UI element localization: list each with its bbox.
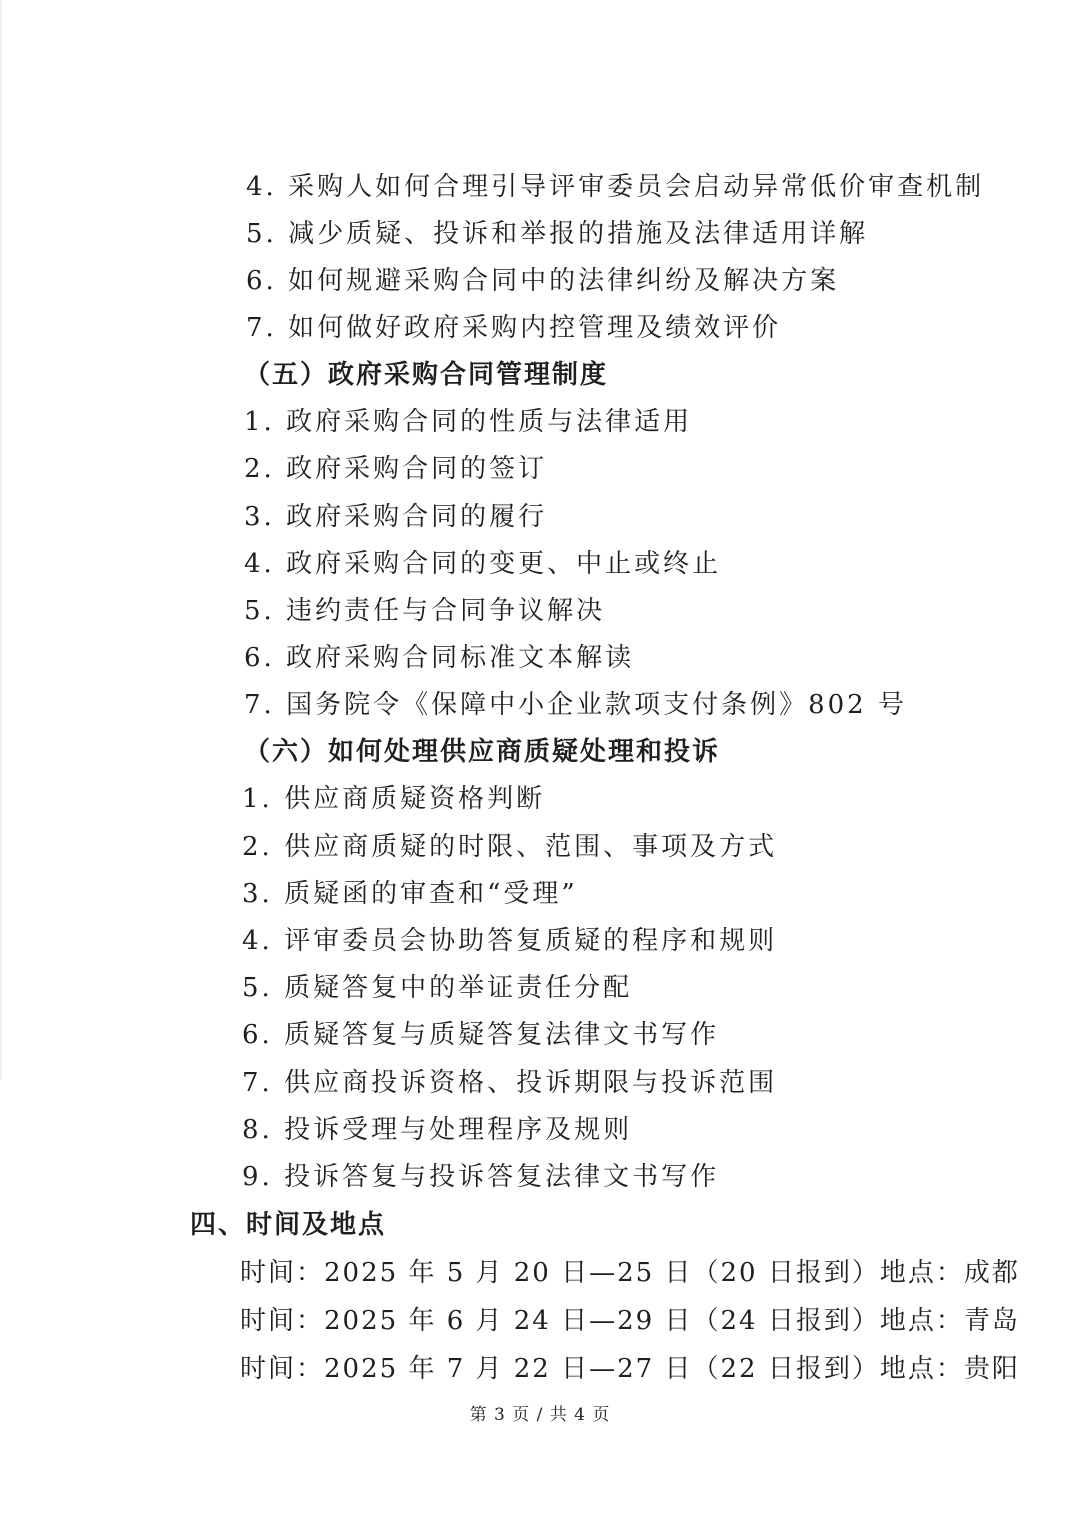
list-item: 4. 政府采购合同的变更、中止或终止 xyxy=(244,549,722,579)
list-item: 5. 减少质疑、投诉和举报的措施及法律适用详解 xyxy=(246,219,869,249)
list-item: 1. 政府采购合同的性质与法律适用 xyxy=(244,407,693,437)
list-item: 6. 质疑答复与质疑答复法律文书写作 xyxy=(242,1020,720,1050)
session-line: 时间：2025 年 6 月 24 日—29 日（24 日报到）地点：青岛 xyxy=(240,1306,1020,1336)
list-item: 3. 质疑函的审查和“受理” xyxy=(242,879,578,909)
list-item: 3. 政府采购合同的履行 xyxy=(244,502,548,532)
section-heading-supplier-complaints: （六）如何处理供应商质疑处理和投诉 xyxy=(244,737,721,767)
list-item: 7. 国务院令《保障中小企业款项支付条例》802 号 xyxy=(244,690,907,720)
list-item: 6. 如何规避采购合同中的法律纠纷及解决方案 xyxy=(246,266,840,296)
scan-edge-shadow xyxy=(0,0,3,1080)
list-item: 7. 如何做好政府采购内控管理及绩效评价 xyxy=(246,313,782,343)
session-line: 时间：2025 年 7 月 22 日—27 日（22 日报到）地点：贵阳 xyxy=(240,1354,1020,1384)
list-item: 5. 违约责任与合同争议解决 xyxy=(244,596,606,626)
list-item: 8. 投诉受理与处理程序及规则 xyxy=(242,1115,633,1145)
list-item: 2. 政府采购合同的签订 xyxy=(244,454,548,484)
section-heading-time-and-place: 四、时间及地点 xyxy=(190,1210,387,1240)
list-item: 9. 投诉答复与投诉答复法律文书写作 xyxy=(242,1162,720,1192)
list-item: 7. 供应商投诉资格、投诉期限与投诉范围 xyxy=(242,1068,778,1098)
list-item: 4. 采购人如何合理引导评审委员会启动异常低价审查机制 xyxy=(246,172,985,202)
list-item: 2. 供应商质疑的时限、范围、事项及方式 xyxy=(242,832,778,862)
list-item: 4. 评审委员会协助答复质疑的程序和规则 xyxy=(242,926,778,956)
list-item: 1. 供应商质疑资格判断 xyxy=(242,784,546,814)
section-heading-contract-management: （五）政府采购合同管理制度 xyxy=(244,360,609,390)
list-item: 6. 政府采购合同标准文本解读 xyxy=(244,643,635,673)
list-item: 5. 质疑答复中的举证责任分配 xyxy=(242,973,633,1003)
page-number-footer: 第 3 页 / 共 4 页 xyxy=(469,1405,611,1425)
session-line: 时间：2025 年 5 月 20 日—25 日（20 日报到）地点：成都 xyxy=(240,1258,1020,1288)
